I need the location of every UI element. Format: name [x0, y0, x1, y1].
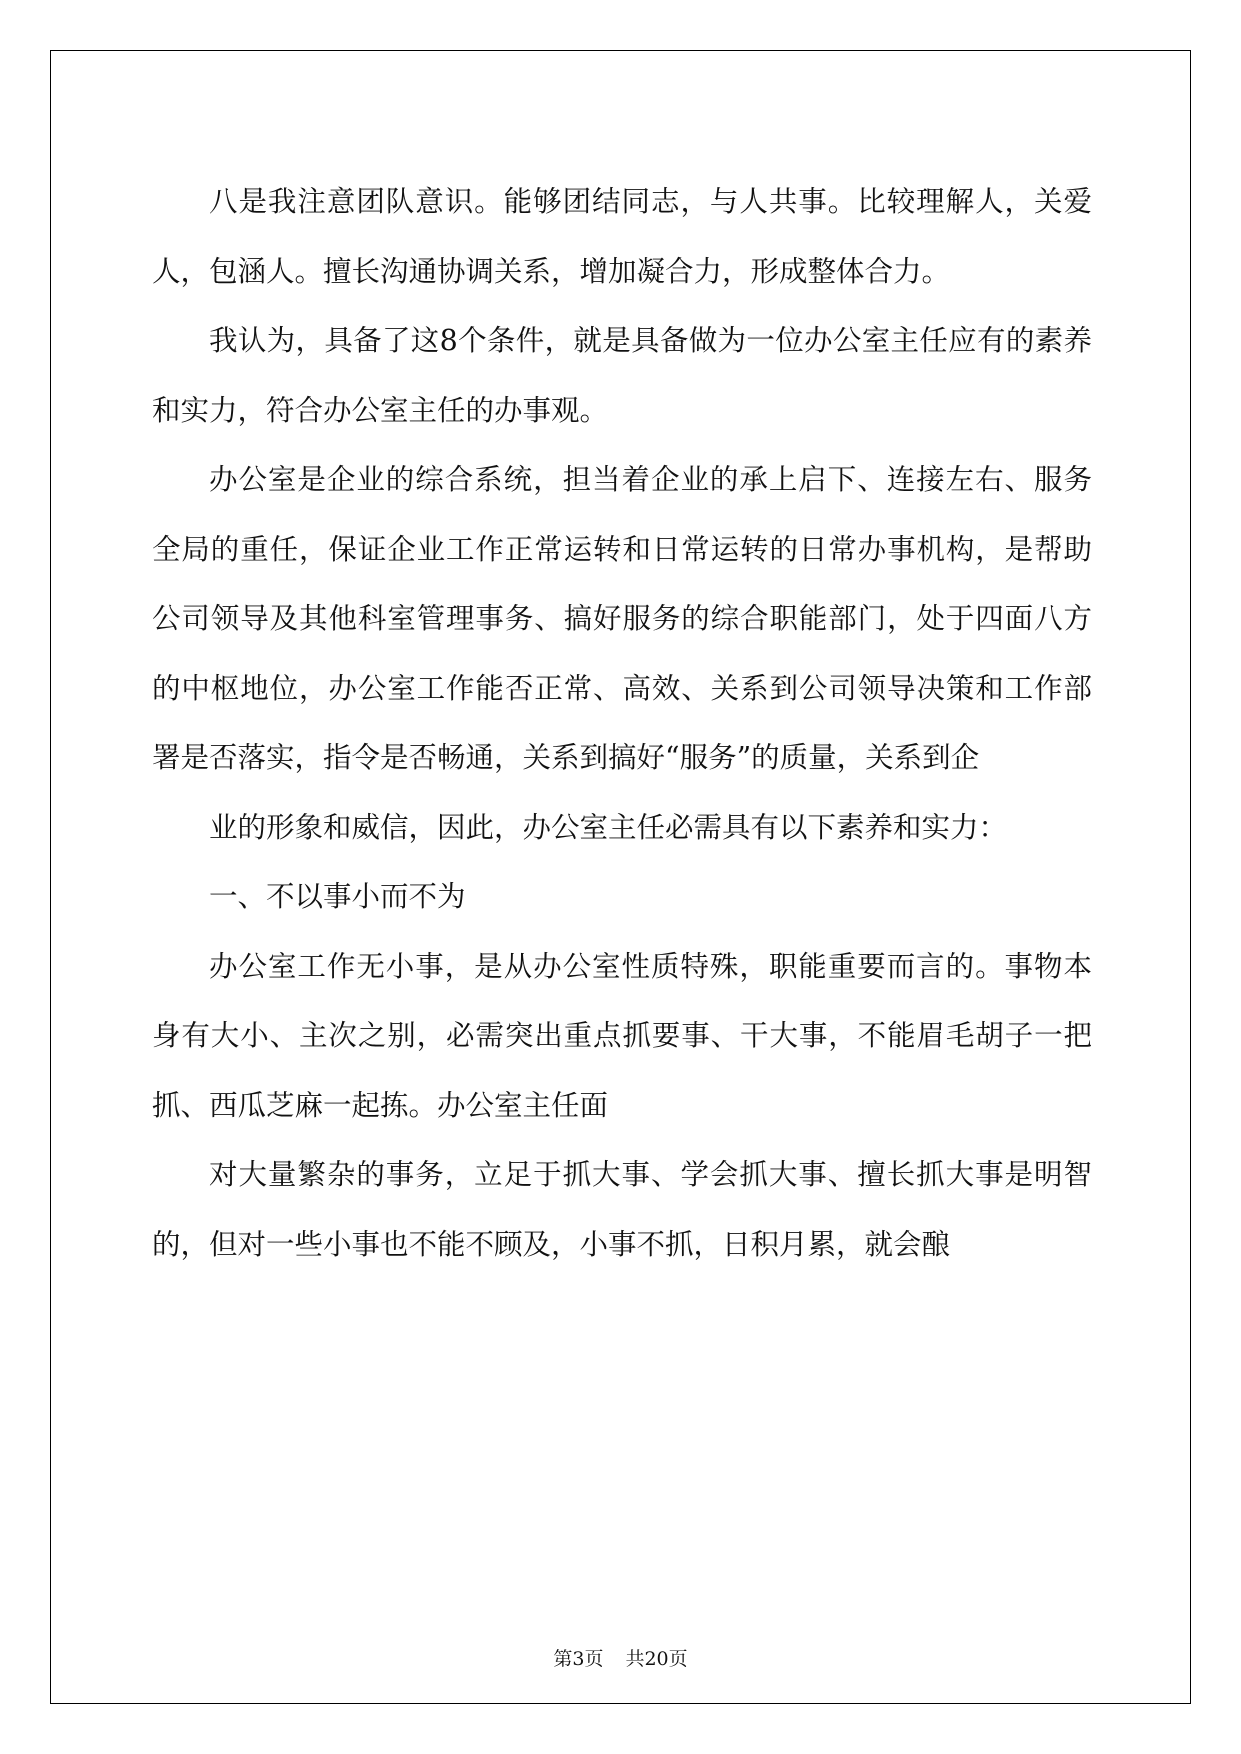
page-footer: [0, 1644, 1241, 1671]
page-number: 第3页: [553, 1648, 604, 1670]
page-total: 共20页: [625, 1648, 688, 1670]
paragraph: 业的形象和威信，因此，办公室主任必需具有以下素养和实力：: [209, 810, 1008, 844]
paragraph: 对大量繁杂的事务，立足于抓大事、学会抓大事、擅长抓大事是明智的，但对一些小事也不能不顾及，小事不抓，日积月累，就会酿: [152, 1158, 1092, 1261]
paragraph: 我认为，具备了这8个条件，就是具备做为一位办公室主任应有的素养和实力，符合办公室主任的办事观。: [152, 324, 1092, 427]
section-heading: 一、不以事小而不为: [209, 880, 466, 913]
document-body: [152, 167, 1092, 1279]
paragraph: 八是我注意团队意识。能够团结同志，与人共事。比较理解人，关爱人，包涵人。擅长沟通协调关系，增加凝合力，形成整体合力。: [152, 185, 1092, 288]
paragraph: 办公室是企业的综合系统，担当着企业的承上启下、连接左右、服务全局的重任，保证企业工作正常运转和日常运转的日常办事机构，是帮助公司领导及其他科室管理事务、搞好服务的综合职能部门，处于四面八方的中枢地位，办公室工作能否正常、高效、关系到公司领导决策和工作部署是否落实，指令是否畅通，关系到搞好“服务”的质量，关系到企: [152, 463, 1092, 774]
paragraph: 办公室工作无小事，是从办公室性质特殊，职能重要而言的。事物本身有大小、主次之别，必需突出重点抓要事、干大事，不能眉毛胡子一把抓、西瓜芝麻一起拣。办公室主任面: [152, 949, 1092, 1122]
